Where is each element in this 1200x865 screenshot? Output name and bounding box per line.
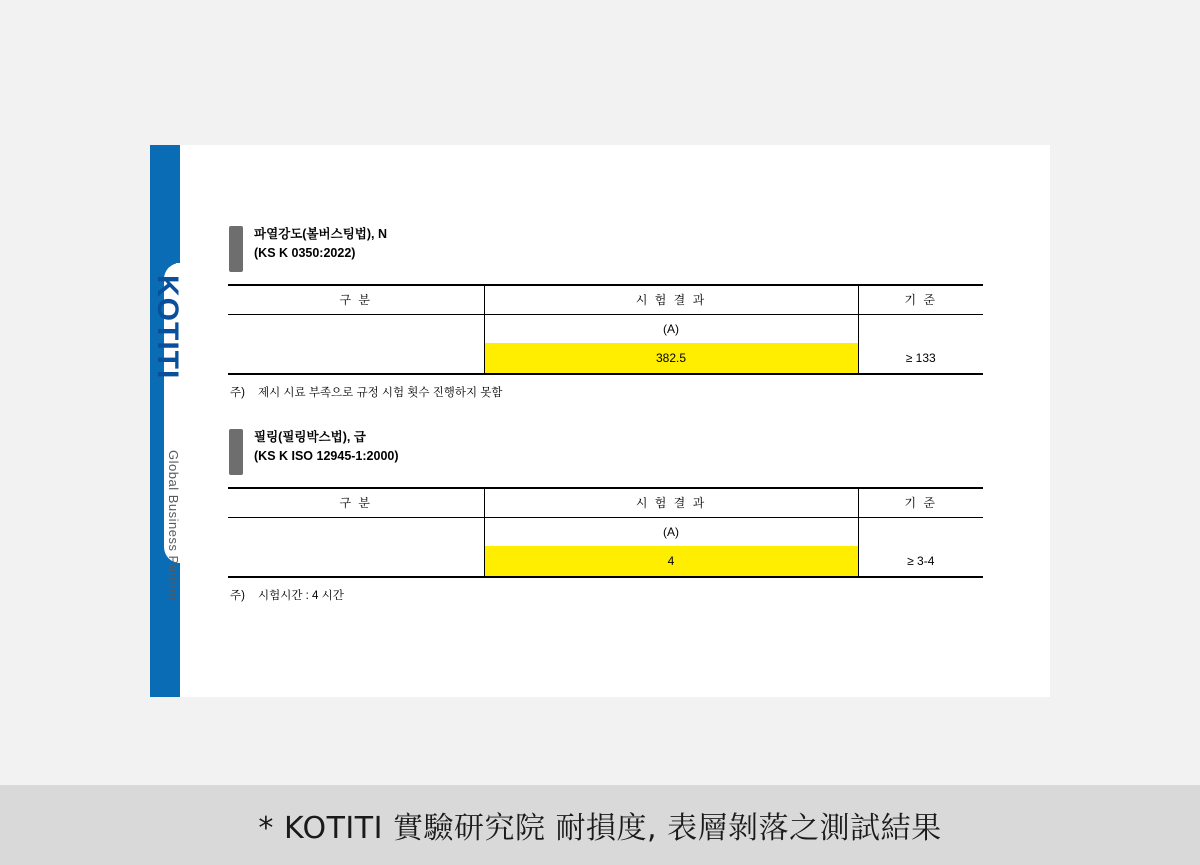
column-header-criteria: 기 준 <box>858 285 983 314</box>
section-bullet-icon <box>229 429 243 475</box>
test-section-pilling <box>228 428 988 603</box>
sample-label-cell: (A) <box>484 517 858 546</box>
section-header <box>228 225 988 272</box>
column-header-result: 시 험 결 과 <box>484 285 858 314</box>
section-bullet-icon <box>229 226 243 272</box>
section-standard: (KS K 0350:2022) <box>254 246 356 261</box>
table-header-row <box>228 285 983 314</box>
section-note <box>228 587 988 603</box>
table-row <box>228 343 983 374</box>
table-row <box>228 517 983 546</box>
criteria-spacer-cell <box>858 314 983 343</box>
category-cell-empty <box>228 546 484 577</box>
kotiti-logo: KOTITI <box>151 275 184 380</box>
column-header-category: 구 분 <box>228 285 484 314</box>
caption-bar <box>0 785 1200 865</box>
kotiti-tagline: Global Business Partner <box>166 450 181 602</box>
table-row <box>228 546 983 577</box>
sample-label-cell: (A) <box>484 314 858 343</box>
category-cell-empty <box>228 343 484 374</box>
criteria-spacer-cell <box>858 517 983 546</box>
results-table <box>228 284 983 375</box>
column-header-result: 시 험 결 과 <box>484 488 858 517</box>
section-title: 파열강도(볼버스팅법), N <box>254 227 387 241</box>
result-value-cell: 4 <box>484 546 858 577</box>
results-table <box>228 487 983 578</box>
section-header <box>228 428 988 475</box>
document-sheet <box>150 145 1050 697</box>
criteria-value-cell: ≥ 3-4 <box>858 546 983 577</box>
document-content <box>228 145 1050 697</box>
caption-text: * KOTITI 實驗研究院 耐損度, 表層剝落之測試結果 <box>258 811 942 846</box>
column-header-category: 구 분 <box>228 488 484 517</box>
category-cell <box>228 314 484 343</box>
category-cell <box>228 517 484 546</box>
section-note <box>228 384 988 400</box>
table-row <box>228 314 983 343</box>
result-value-cell: 382.5 <box>484 343 858 374</box>
column-header-criteria: 기 준 <box>858 488 983 517</box>
section-title: 필링(필링박스법), 급 <box>254 430 366 444</box>
note-text: 제시 시료 부족으로 규정 시험 횟수 진행하지 못함 <box>258 387 503 399</box>
note-mark: 주) <box>230 387 245 399</box>
test-section-bursting-strength <box>228 225 988 400</box>
section-standard: (KS K ISO 12945-1:2000) <box>254 449 399 464</box>
criteria-value-cell: ≥ 133 <box>858 343 983 374</box>
note-mark: 주) <box>230 590 245 602</box>
table-header-row <box>228 488 983 517</box>
note-text: 시험시간 : 4 시간 <box>258 590 344 602</box>
